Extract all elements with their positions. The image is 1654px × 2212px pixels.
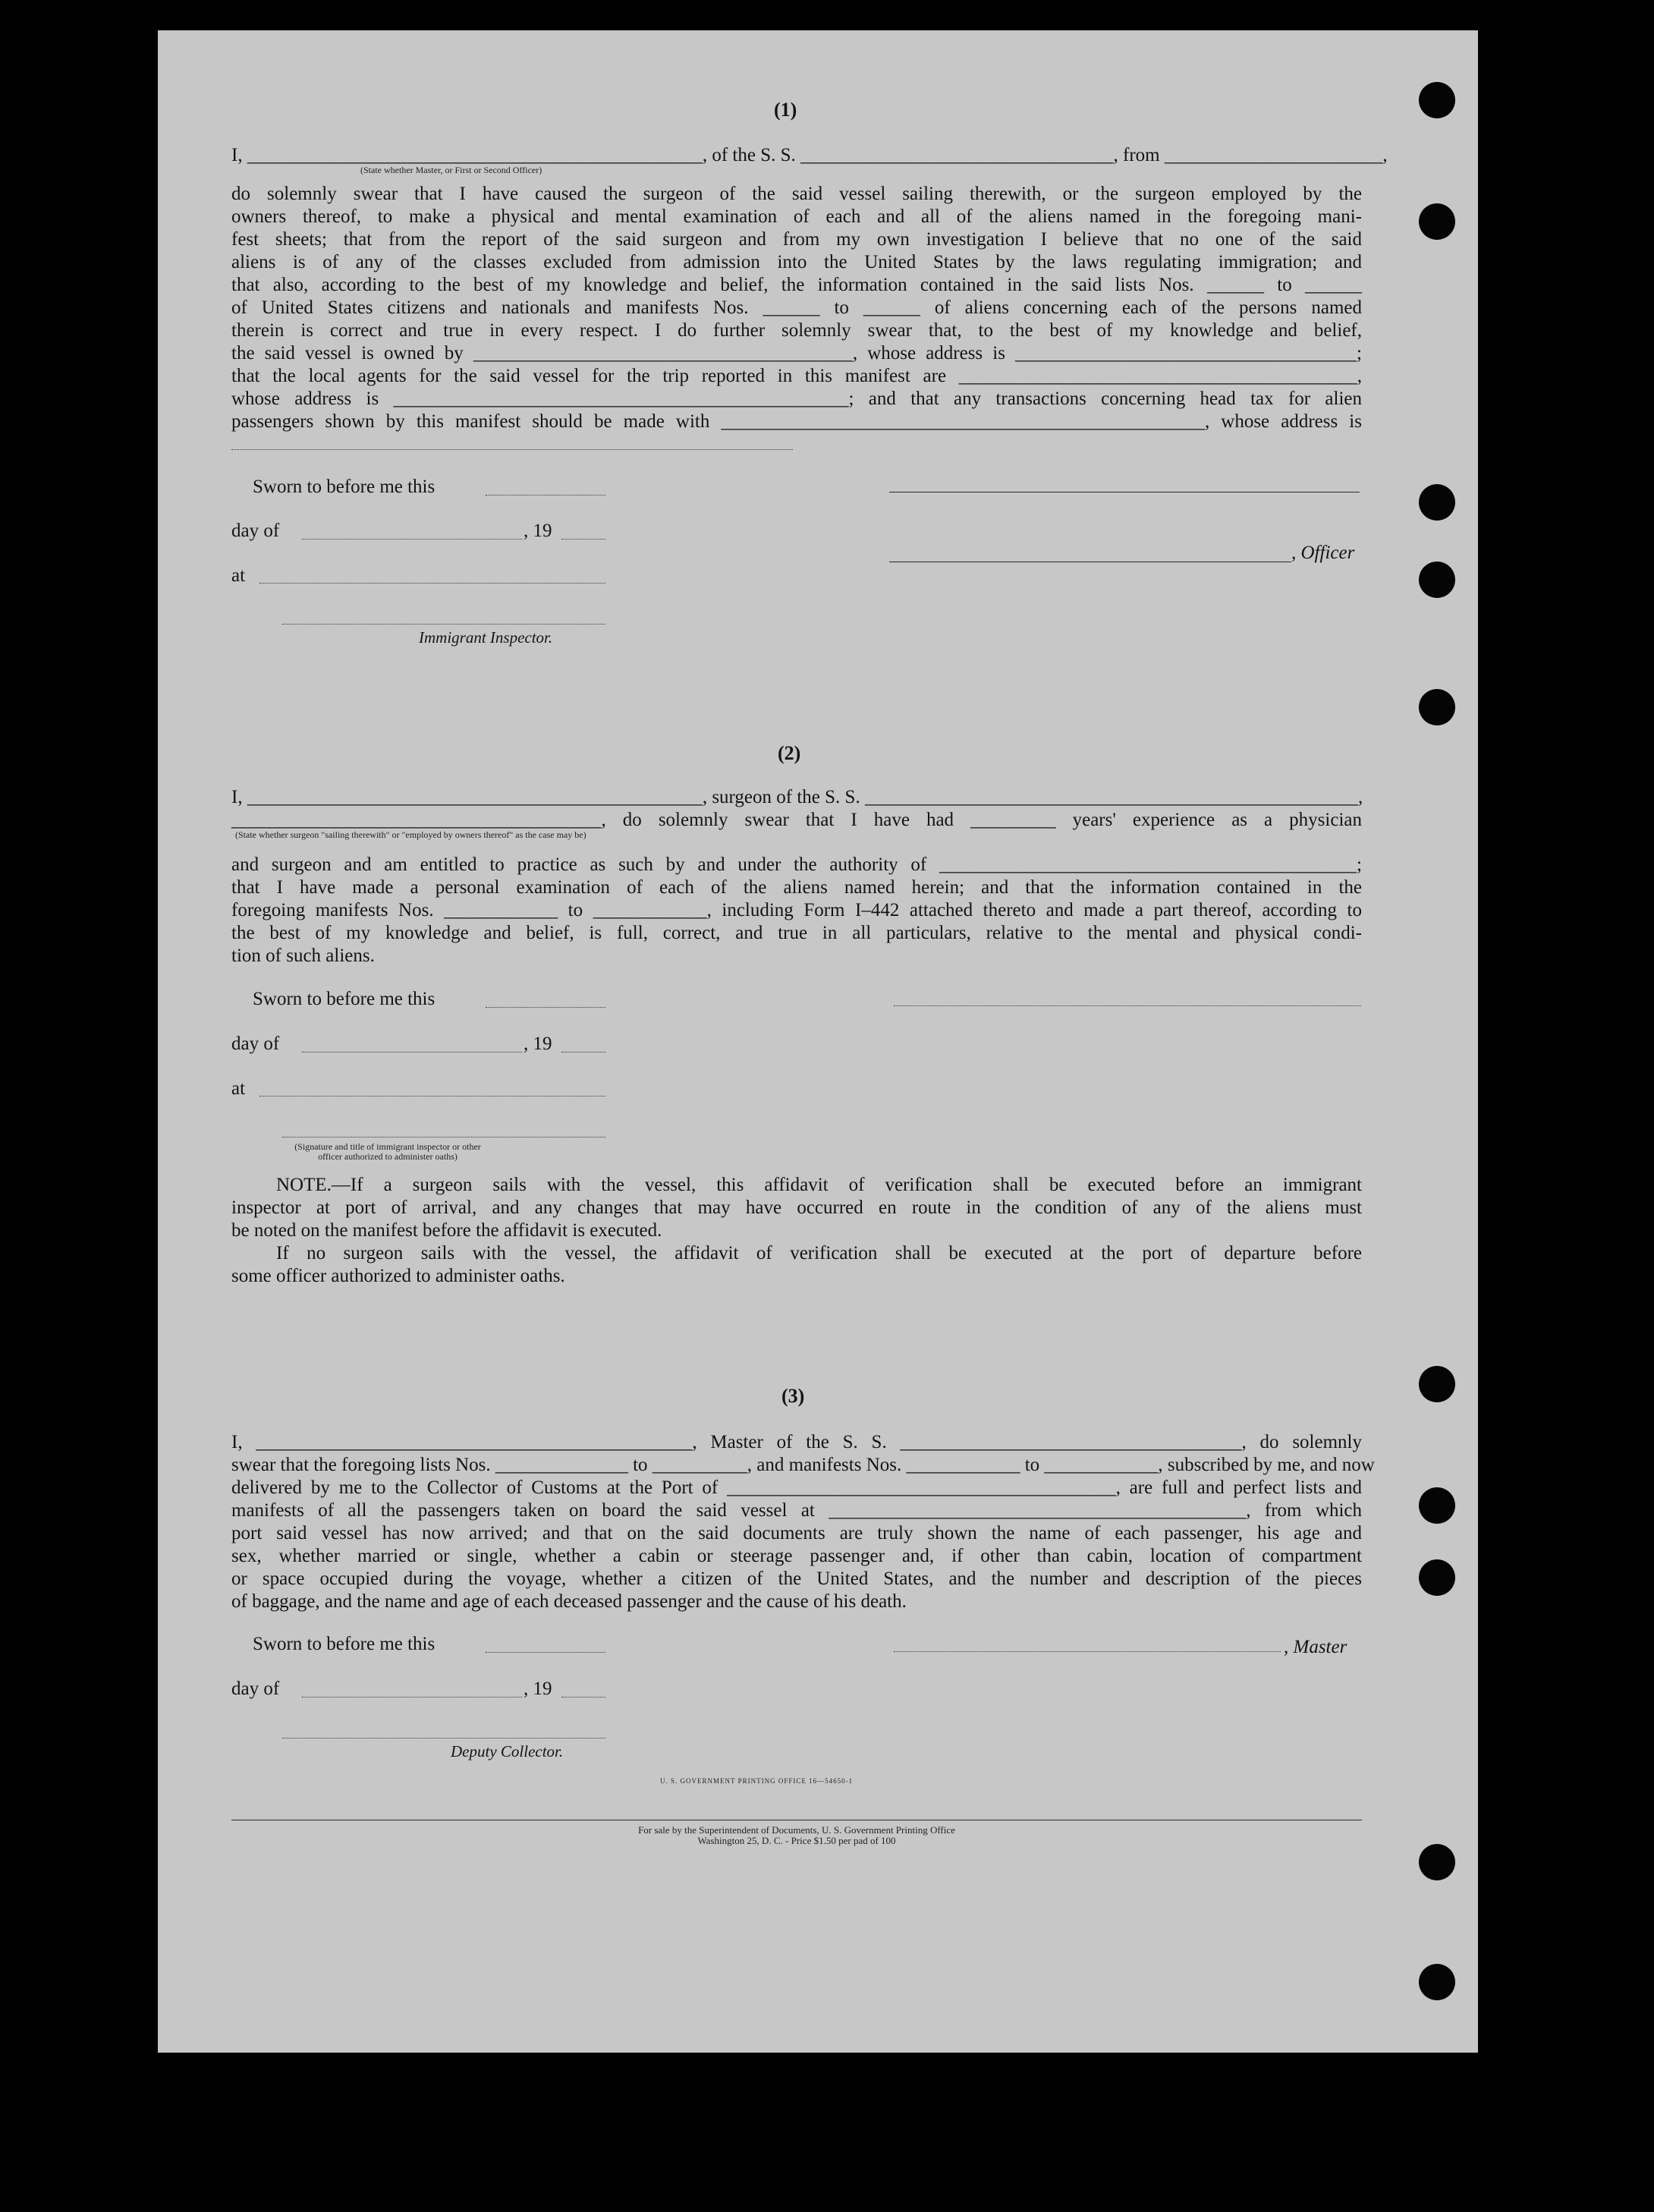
section-1-line: aliens is of any of the classes excluded from admission into the United States by the laws regulating immigration; and <box>231 252 1362 272</box>
officer-label: , Officer <box>1291 543 1355 563</box>
punch-hole <box>1419 1844 1455 1880</box>
punch-hole <box>1419 203 1455 240</box>
section-2-line: tion of such aliens. <box>231 946 375 966</box>
section-3-line: I, ______________________________________________, Master of the S. S. ____________________________________, do solemnly <box>231 1432 1362 1452</box>
section-1-line: whose address is ________________________________________________; and that any transactions concerning head tax for alien <box>231 389 1362 409</box>
inspector-title: Immigrant Inspector. <box>419 628 553 647</box>
year-label: , 19 <box>524 521 552 541</box>
sworn-label: Sworn to before me this <box>253 1634 436 1654</box>
punch-hole <box>1419 82 1455 118</box>
section-2-line: and surgeon and am entitled to practice as such by and under the authority of ____________________________________________; <box>231 854 1362 875</box>
punch-hole <box>1419 1366 1455 1402</box>
footer-line: For sale by the Superintendent of Documents, U. S. Government Printing Office <box>638 1824 955 1836</box>
section-3-line: of baggage, and the name and age of each deceased passenger and the cause of his death. <box>231 1591 907 1612</box>
section-3-line: sex, whether married or single, whether a cabin or steerage passenger and, if other than cabin, location of compartment <box>231 1546 1362 1566</box>
punch-hole <box>1419 1964 1455 2000</box>
collector-title: Deputy Collector. <box>451 1742 564 1760</box>
signature-line <box>894 1005 1361 1006</box>
section-2-heading: (2) <box>778 742 801 764</box>
punch-hole <box>1419 689 1455 725</box>
blank-line <box>486 495 605 496</box>
section-1-line: passengers shown by this manifest should be made with ___________________________________________________, whose address is <box>231 411 1362 432</box>
section-3-line: delivered by me to the Collector of Customs at the Port of _________________________________________, are full and perfect lists and <box>231 1477 1362 1498</box>
blank-line <box>302 1697 522 1698</box>
note-line: NOTE.—If a surgeon sails with the vessel, this affidavit of verification shall be executed before an immigrant <box>276 1175 1362 1195</box>
footer-line: Washington 25, D. C. - Price $1.50 per pad of 100 <box>697 1835 896 1846</box>
sworn-label: Sworn to before me this <box>253 477 436 497</box>
section-1-line: fest sheets; that from the report of the said surgeon and from my own investigation I believe that no one of the said <box>231 229 1362 250</box>
day-of-label: day of <box>231 521 280 541</box>
section-1-line: the said vessel is owned by ________________________________________, whose address is ____________________________________; <box>231 343 1362 363</box>
section-2-line: foregoing manifests Nos. ____________ to ____________, including Form I–442 attached thereto and made a part thereof, according to <box>231 900 1362 920</box>
section-1-line: owners thereof, to make a physical and mental examination of each and all of the aliens named in the foregoing mani- <box>231 206 1362 227</box>
punch-hole <box>1419 1559 1455 1596</box>
note-line: inspector at port of arrival, and any changes that may have occurred en route in the condition of any of the aliens must <box>231 1197 1362 1218</box>
section-1-line: that the local agents for the said vessel for the trip reported in this manifest are __________________________________________, <box>231 366 1362 386</box>
blank-line <box>259 1096 605 1097</box>
year-label: , 19 <box>524 1679 552 1699</box>
section-3-line: port said vessel has now arrived; and that on the said documents are truly shown the name of each passenger, his age and <box>231 1523 1362 1543</box>
section-1-heading: (1) <box>774 99 797 121</box>
section-1-line: therein is correct and true in every respect. I do further solemnly swear that, to the best of my knowledge and belief, <box>231 320 1362 341</box>
section-2-line: _______________________________________, do solemnly swear that I have had _________ years' experience as a physician <box>231 810 1362 830</box>
punch-hole <box>1419 562 1455 598</box>
note-line: some officer authorized to administer oaths. <box>231 1266 565 1286</box>
signature-note: (Signature and title of immigrant inspector or other officer authorized to administer oaths) <box>294 1141 481 1162</box>
blank-line <box>561 1697 605 1698</box>
day-of-label: day of <box>231 1679 280 1699</box>
section-1-line: of United States citizens and nationals and manifests Nos. ______ to ______ of aliens concerning each of the persons named <box>231 297 1362 318</box>
punch-hole <box>1419 484 1455 521</box>
section-1-note: (State whether Master, or First or Second Officer) <box>360 165 542 175</box>
blank-line <box>486 1652 605 1653</box>
at-label: at <box>231 1078 246 1099</box>
blank-line <box>259 583 605 584</box>
printing-office-code: U. S. GOVERNMENT PRINTING OFFICE 16—54650-1 <box>660 1777 854 1785</box>
section-3-line: swear that the foregoing lists Nos. ______________ to __________, and manifests Nos. ____________ to ____________, subscribed by me, and now <box>231 1455 1375 1475</box>
section-3-heading: (3) <box>781 1385 805 1407</box>
blank-line <box>231 449 793 450</box>
blank-line <box>282 624 605 625</box>
section-1-line: do solemnly swear that I have caused the surgeon of the said vessel sailing therewith, or the surgeon employed by the <box>231 184 1362 204</box>
section-2-line: the best of my knowledge and belief, is full, correct, and true in all particulars, relative to the mental and physical condi- <box>231 923 1362 943</box>
blank-line <box>302 1052 522 1053</box>
section-3-line: manifests of all the passengers taken on board the said vessel at ____________________________________________, from which <box>231 1500 1362 1521</box>
signature-line <box>894 1651 1281 1652</box>
section-3-line: or space occupied during the voyage, whether a citizen of the United States, and the number and description of the pieces <box>231 1569 1362 1589</box>
year-label: , 19 <box>524 1034 552 1054</box>
note-line: be noted on the manifest before the affidavit is executed. <box>231 1220 662 1241</box>
blank-line <box>302 539 522 540</box>
sworn-label: Sworn to before me this <box>253 989 436 1009</box>
section-1-line: I, ________________________________________________, of the S. S. _________________________________, from _______________________, <box>231 145 1388 165</box>
master-label: , Master <box>1284 1637 1347 1657</box>
blank-line <box>561 539 605 540</box>
section-2-line: I, ________________________________________________, surgeon of the S. S. ____________________________________________________, <box>231 787 1363 807</box>
section-1-line: that also, according to the best of my knowledge and belief, the information contained in the said lists Nos. ______ to ______ <box>231 275 1362 295</box>
blank-line <box>486 1007 605 1008</box>
blank-line <box>561 1052 605 1053</box>
section-2-note: (State whether surgeon "sailing therewith" or "employed by owners thereof" as the case may be) <box>235 829 586 840</box>
section-2-line: that I have made a personal examination of each of the aliens named herein; and that the information contained in the <box>231 877 1362 898</box>
punch-hole <box>1419 1487 1455 1524</box>
note-line: If no surgeon sails with the vessel, the affidavit of verification shall be executed at the port of departure before <box>276 1243 1362 1263</box>
at-label: at <box>231 565 246 586</box>
day-of-label: day of <box>231 1034 280 1054</box>
